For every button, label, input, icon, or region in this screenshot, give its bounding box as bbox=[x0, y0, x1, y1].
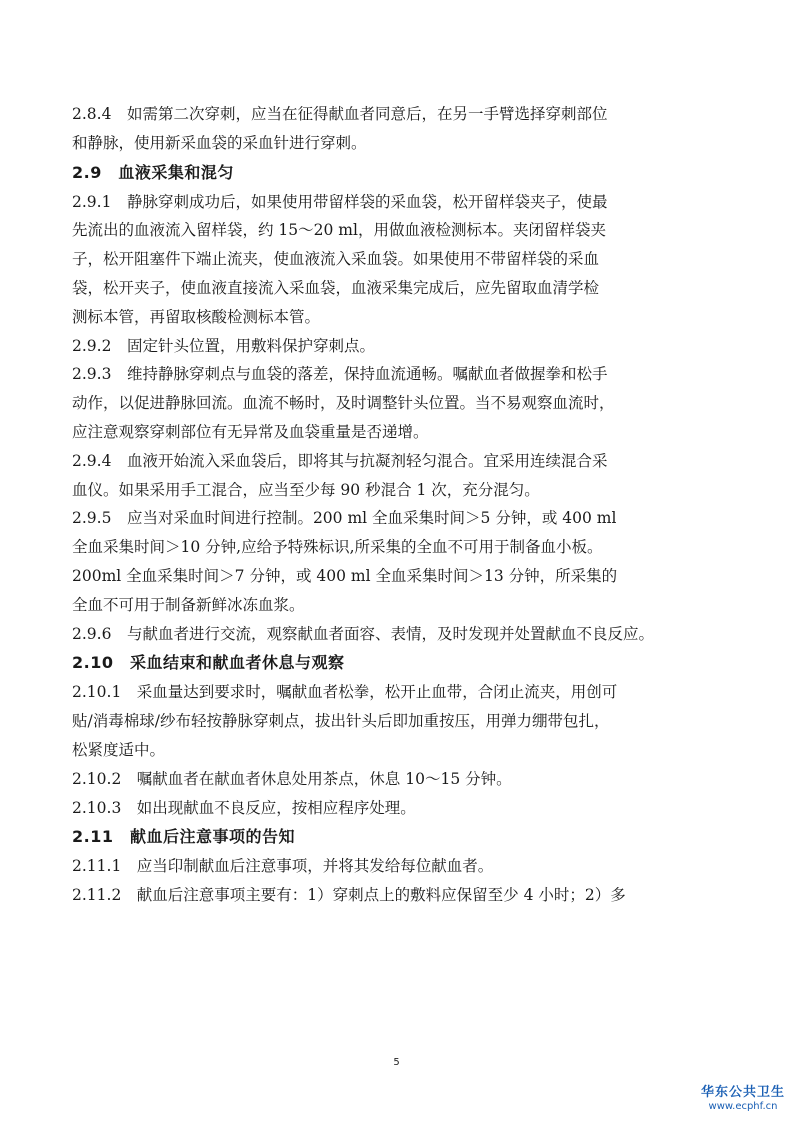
body-line: 全血不可用于制备新鲜冰冻血浆。 bbox=[72, 595, 305, 614]
body-line: 应注意观察穿刺部位有无异常及血袋重量是否递增。 bbox=[72, 422, 429, 441]
body-line: 先流出的血液流入留样袋，约 15～20 ml，用做血液检测标本。夹闭留样袋夹 bbox=[72, 221, 606, 240]
body-line: 2.10.2 嘱献血者在献血者休息处用茶点，休息 10～15 分钟。 bbox=[72, 769, 512, 788]
body-line: 测标本管，再留取核酸检测标本管。 bbox=[72, 307, 321, 326]
document-body bbox=[72, 100, 722, 910]
body-line: 松紧度适中。 bbox=[72, 740, 166, 759]
body-line: 血仪。如果采用手工混合，应当至少每 90 秒混合 1 次，充分混匀。 bbox=[72, 480, 540, 499]
body-line: 全血采集时间＞10 分钟,应给予特殊标识,所采集的全血不可用于制备血小板。 bbox=[72, 538, 603, 557]
body-line: 2.9.4 血液开始流入采血袋后，即将其与抗凝剂轻匀混合。宜采用连续混合采 bbox=[72, 451, 608, 470]
body-line: 2.10.3 如出现献血不良反应，按相应程序处理。 bbox=[72, 798, 416, 817]
body-line: 2.11.1 应当印制献血后注意事项，并将其发给每位献血者。 bbox=[72, 857, 494, 876]
watermark-url: www.ecphf.cn bbox=[708, 1101, 778, 1112]
body-line: 2.9.5 应当对采血时间进行控制。200 ml 全血采集时间＞5 分钟，或 400 ml bbox=[72, 509, 617, 528]
body-line: 2.9.6 与献血者进行交流，观察献血者面容、表情，及时发现并处置献血不良反应。 bbox=[72, 624, 654, 643]
body-line: 贴/消毒棉球/纱布轻按静脉穿刺点，拔出针头后即加重按压，用弹力绷带包扎， bbox=[72, 712, 610, 731]
section-heading: 2.10 采血结束和献血者休息与观察 bbox=[72, 653, 345, 673]
body-line: 子，松开阻塞件下端止流夹，使血液流入采血袋。如果使用不带留样袋的采血 bbox=[72, 250, 600, 269]
body-line: 2.9.3 维持静脉穿刺点与血袋的落差，保持血流通畅。嘱献血者做握拳和松手 bbox=[72, 365, 608, 384]
body-line: 袋，松开夹子，使血液直接流入采血袋，血液采集完成后，应先留取血清学检 bbox=[72, 278, 600, 297]
body-line: 2.9.2 固定针头位置，用敷料保护穿刺点。 bbox=[72, 336, 375, 355]
watermark bbox=[701, 1085, 785, 1113]
body-line: 和静脉，使用新采血袋的采血针进行穿刺。 bbox=[72, 133, 367, 152]
body-line: 2.8.4 如需第二次穿刺，应当在征得献血者同意后，在另一手臂选择穿刺部位 bbox=[72, 105, 608, 123]
watermark-name: 华东公共卫生 bbox=[700, 1085, 785, 1100]
body-line: 2.11.2 献血后注意事项主要有：1）穿刺点上的敷料应保留至少 4 小时；2）多 bbox=[72, 886, 626, 905]
section-heading: 2.11 献血后注意事项的告知 bbox=[72, 827, 295, 847]
body-line: 动作，以促进静脉回流。血流不畅时，及时调整针头位置。当不易观察血流时， bbox=[72, 394, 615, 413]
body-line: 2.9.1 静脉穿刺成功后，如果使用带留样袋的采血袋，松开留样袋夹子，使最 bbox=[72, 192, 608, 211]
page-number: 5 bbox=[393, 1057, 400, 1068]
body-line: 200ml 全血采集时间＞7 分钟，或 400 ml 全血采集时间＞13 分钟，所采集的 bbox=[72, 566, 618, 585]
section-heading: 2.9 血液采集和混匀 bbox=[72, 162, 234, 182]
body-line: 2.10.1 采血量达到要求时，嘱献血者松拳，松开止血带，合闭止流夹，用创可 bbox=[72, 683, 618, 702]
